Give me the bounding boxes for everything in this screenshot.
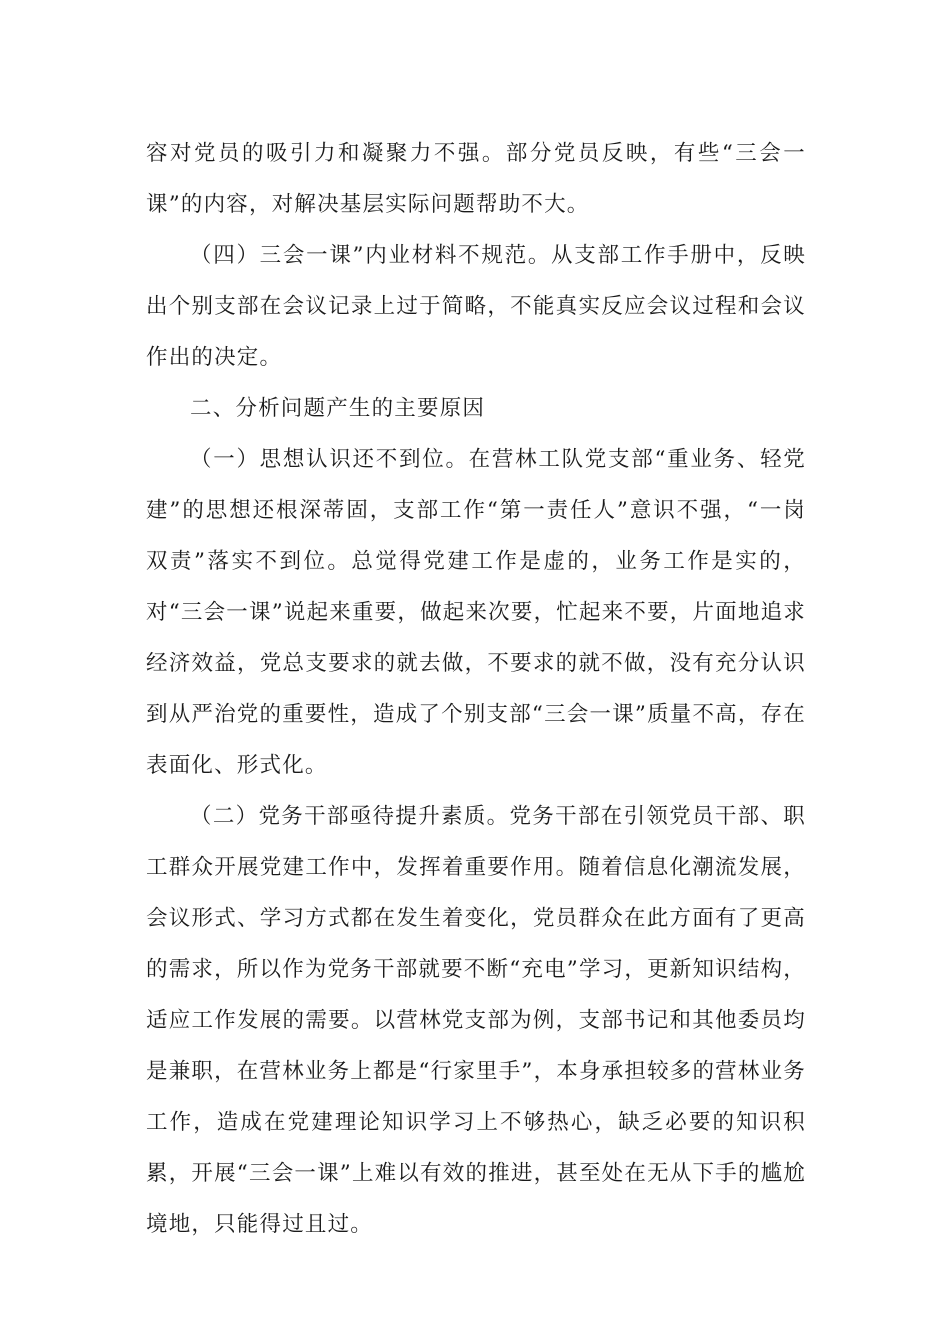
paragraph-item-two: （二）党务干部亟待提升素质。党务干部在引领党员干部、职工群众开展党建工作中，发挥着重要作用。随着信息化潮流发展，会议形式、学习方式都在发生着变化，党员群众在此方面有了更高的需求，所以作为党务干部就要不断“充电”学习，更新知识结构，适应工作发展的需要。以营林党支部为例，支部书记和其他委员均是兼职，在营林业务上都是“行家里手”，本身承担较多的营林业务工作，造成在党建理论知识学习上不够热心，缺乏必要的知识积累，开展“三会一课”上难以有效的推进，甚至处在无从下手的尴尬境地，只能得过且过。 (146, 804, 806, 1237)
document-body (146, 128, 806, 1250)
section-heading: 二、分析问题产生的主要原因 (190, 396, 486, 421)
paragraph-item-one: （一）思想认识还不到位。在营林工队党支部“重业务、轻党建”的思想还根深蒂固，支部工作“第一责任人”意识不强，“一岗双责”落实不到位。总觉得党建工作是虚的，业务工作是实的，对“三会一课”说起来重要，做起来次要，忙起来不要，片面地追求经济效益，党总支要求的就去做，不要求的就不做，没有充分认识到从严治党的重要性，造成了个别支部“三会一课”质量不高，存在表面化、形式化。 (146, 447, 806, 778)
paragraph-continuation: 容对党员的吸引力和凝聚力不强。部分党员反映，有些“三会一课”的内容，对解决基层实际问题帮助不大。 (146, 141, 806, 217)
paragraph-item-four: （四）三会一课”内业材料不规范。从支部工作手册中，反映出个别支部在会议记录上过于简略，不能真实反应会议过程和会议作出的决定。 (146, 243, 806, 370)
